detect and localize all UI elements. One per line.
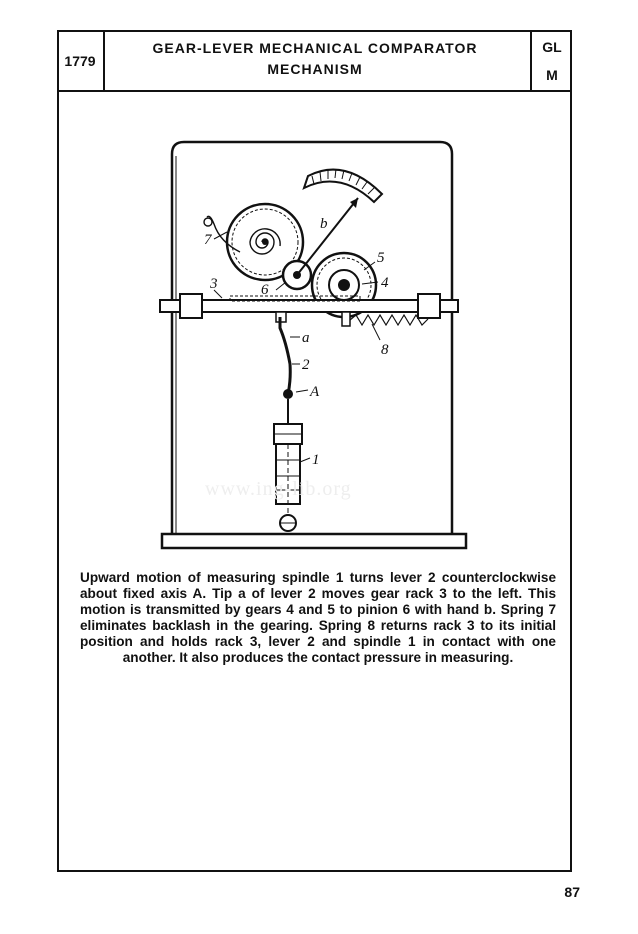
label-rack-3: 3 (210, 276, 218, 292)
housing-base (162, 534, 466, 548)
label-lever-2: 2 (302, 357, 310, 373)
title-line-1: GEAR-LEVER MECHANICAL COMPARATOR (152, 40, 478, 56)
gear-4 (329, 270, 359, 300)
label-spindle-1: 1 (312, 452, 320, 468)
axis-A (283, 389, 293, 399)
label-gear-4: 4 (381, 275, 389, 291)
label-spring-7: 7 (204, 232, 212, 248)
category-code (530, 32, 572, 90)
label-tip-a: a (302, 330, 310, 346)
label-pinion-6: 6 (261, 282, 269, 298)
code-line-2: M (546, 67, 558, 83)
label-gear-5: 5 (377, 250, 385, 266)
spring-8 (350, 315, 428, 325)
lever-2 (280, 317, 290, 394)
dial-scale (304, 169, 382, 202)
header (57, 30, 572, 92)
code-line-1: GL (542, 39, 562, 55)
caption-text: Upward motion of measuring spindle 1 turns lever 2 counterclockwise about fixed axis A. Tip a of lever 2 moves gear rack 3 to the left. This motion is transmitted by gears 4 and 5 to pinion 6 with hand b. Spring 7 eliminates backlash in the gearing. Spring 8 returns rack 3 to its initial position and holds rack 3, lever 2 and spindle 1 in contact with one another. It also produces the contact pressure in measuring. (80, 570, 556, 665)
label-axis-A: A (310, 384, 320, 400)
gear-rack-3 (160, 294, 458, 326)
label-spring-8: 8 (381, 342, 389, 358)
mechanism-number: 1779 (57, 32, 105, 90)
watermark: www.ing-lib.org (205, 478, 352, 500)
label-hand-b: b (320, 216, 328, 232)
page-number: 87 (564, 884, 580, 900)
title-line-2: MECHANISM (267, 61, 363, 77)
page-title (105, 38, 525, 80)
spindle-1 (274, 399, 302, 532)
